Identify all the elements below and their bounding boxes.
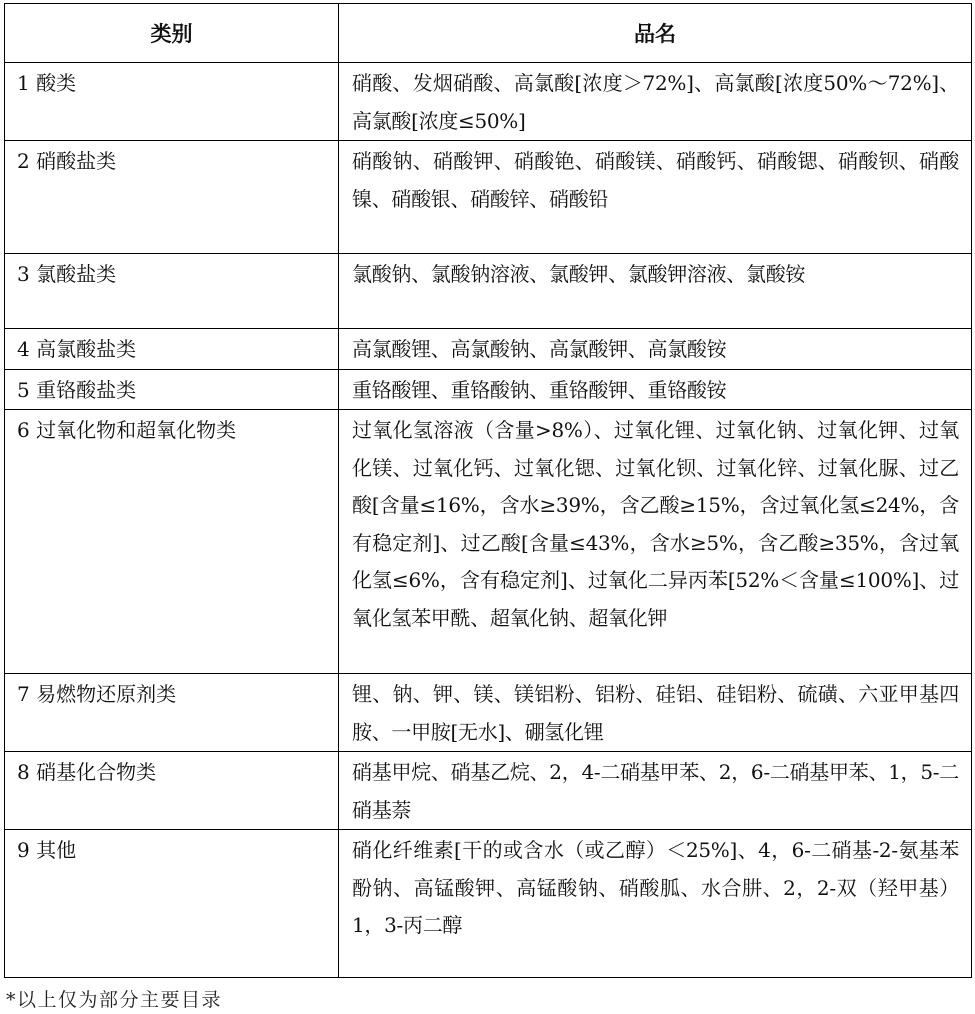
table-row <box>5 830 972 978</box>
table-row <box>5 254 972 329</box>
product-names-cell: 重铬酸锂、重铬酸钠、重铬酸钾、重铬酸铵 <box>339 369 972 410</box>
footnote: *以上仅为部分主要目录 <box>6 989 223 1011</box>
table-row <box>5 329 972 370</box>
product-names-cell: 硝基甲烷、硝基乙烷、2，4-二硝基甲苯、2，6-二硝基甲苯、1，5-二硝基萘 <box>339 752 972 830</box>
product-names-cell: 锂、钠、钾、镁、镁铝粉、铝粉、硅铝、硅铝粉、硫磺、六亚甲基四胺、一甲胺[无水]、硼氢化锂 <box>339 674 972 752</box>
category-cell: 5 重铬酸盐类 <box>5 369 339 410</box>
table-row <box>5 141 972 254</box>
category-cell: 1 酸类 <box>5 63 339 141</box>
category-cell: 9 其他 <box>5 830 339 978</box>
category-cell: 4 高氯酸盐类 <box>5 329 339 370</box>
product-names-cell: 硝酸、发烟硝酸、高氯酸[浓度＞72%]、高氯酸[浓度50%～72%]、高氯酸[浓度≤50%] <box>339 63 972 141</box>
product-names-cell: 高氯酸锂、高氯酸钠、高氯酸钾、高氯酸铵 <box>339 329 972 370</box>
category-cell: 2 硝酸盐类 <box>5 141 339 254</box>
product-names-cell: 硝化纤维素[干的或含水（或乙醇）＜25%]、4，6-二硝基-2-氨基苯酚钠、高锰酸钾、高锰酸钠、硝酸胍、水合肼、2，2-双（羟甲基）1，3-丙二醇 <box>339 830 972 978</box>
column-header-names: 品名 <box>339 4 972 63</box>
category-cell: 7 易燃物还原剂类 <box>5 674 339 752</box>
category-cell: 8 硝基化合物类 <box>5 752 339 830</box>
product-names-cell: 硝酸钠、硝酸钾、硝酸铯、硝酸镁、硝酸钙、硝酸锶、硝酸钡、硝酸镍、硝酸银、硝酸锌、硝酸铅 <box>339 141 972 254</box>
table-row <box>5 410 972 674</box>
table-row <box>5 752 972 830</box>
table-header-row <box>5 4 972 63</box>
product-names-cell: 氯酸钠、氯酸钠溶液、氯酸钾、氯酸钾溶液、氯酸铵 <box>339 254 972 329</box>
table-row <box>5 369 972 410</box>
hazardous-chemicals-table <box>4 3 972 978</box>
table-row <box>5 674 972 752</box>
column-header-category: 类别 <box>5 4 339 63</box>
category-cell: 3 氯酸盐类 <box>5 254 339 329</box>
category-cell: 6 过氧化物和超氧化物类 <box>5 410 339 674</box>
product-names-cell: 过氧化氢溶液（含量>8%）、过氧化锂、过氧化钠、过氧化钾、过氧化镁、过氧化钙、过氧化锶、过氧化钡、过氧化锌、过氧化脲、过乙酸[含量≤16%，含水≥39%，含乙酸≥15%，含过氧化氢≤24%，含有稳定剂]、过乙酸[含量≤43%，含水≥5%，含乙酸≥35%，含过氧化氢≤6%，含有稳定剂]、过氧化二异丙苯[52%＜含量≤100%]、过氧化氢苯甲酰、超氧化钠、超氧化钾 <box>339 410 972 674</box>
table-row <box>5 63 972 141</box>
